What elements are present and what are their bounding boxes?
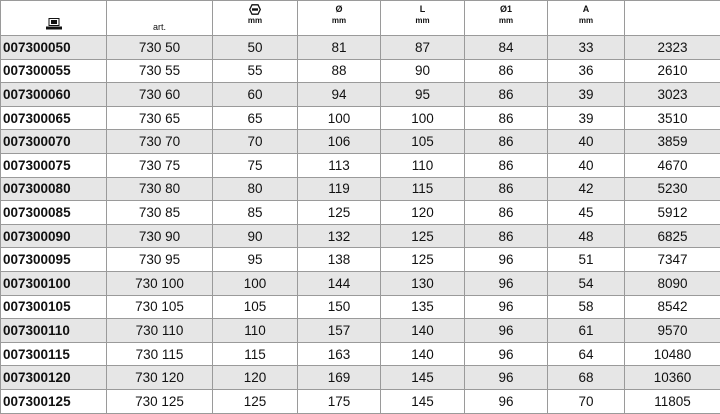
a-cell: 33: [548, 36, 625, 60]
length-cell: 145: [381, 389, 465, 413]
table-row: [1, 201, 720, 225]
nut-size-icon: [249, 4, 261, 15]
size-cell: 75: [213, 153, 298, 177]
code-cell: 007300125: [1, 389, 107, 413]
diameter1-cell: 96: [465, 342, 548, 366]
art-cell: 730 85: [107, 201, 213, 225]
table-row: [1, 130, 720, 154]
price-cell: 5912: [625, 201, 720, 225]
a-cell: 64: [548, 342, 625, 366]
a-cell: 70: [548, 389, 625, 413]
length-cell: 115: [381, 177, 465, 201]
diameter-cell: 132: [298, 224, 381, 248]
size-header: [213, 1, 298, 36]
art-cell: 730 90: [107, 224, 213, 248]
diameter1-header: [465, 1, 548, 36]
diameter1-cell: 86: [465, 130, 548, 154]
diameter-cell: 113: [298, 153, 381, 177]
diameter1-cell: 96: [465, 295, 548, 319]
length-cell: 110: [381, 153, 465, 177]
art-cell: 730 80: [107, 177, 213, 201]
code-cell: 007300120: [1, 366, 107, 390]
a-cell: 51: [548, 248, 625, 272]
catalog-code-icon: [45, 18, 63, 30]
table-row: [1, 271, 720, 295]
diameter1-cell: 86: [465, 224, 548, 248]
art-cell: 730 125: [107, 389, 213, 413]
length-cell: 100: [381, 106, 465, 130]
art-label: art.: [153, 22, 166, 33]
diameter1-cell: 96: [465, 366, 548, 390]
code-cell: 007300110: [1, 319, 107, 343]
table-row: [1, 295, 720, 319]
table-row: [1, 83, 720, 107]
price-header: [625, 1, 720, 36]
size-cell: 100: [213, 271, 298, 295]
art-header: [107, 1, 213, 36]
a-cell: 58: [548, 295, 625, 319]
table-row: [1, 177, 720, 201]
size-cell: 65: [213, 106, 298, 130]
diameter-cell: 157: [298, 319, 381, 343]
price-cell: 3859: [625, 130, 720, 154]
art-cell: 730 65: [107, 106, 213, 130]
a-cell: 40: [548, 130, 625, 154]
art-cell: 730 110: [107, 319, 213, 343]
diameter1-cell: 96: [465, 389, 548, 413]
length-cell: 125: [381, 224, 465, 248]
size-cell: 70: [213, 130, 298, 154]
code-cell: 007300105: [1, 295, 107, 319]
size-cell: 55: [213, 59, 298, 83]
diameter-cell: 138: [298, 248, 381, 272]
diameter-cell: 144: [298, 271, 381, 295]
diameter-cell: 81: [298, 36, 381, 60]
art-cell: 730 100: [107, 271, 213, 295]
table-row: [1, 224, 720, 248]
header-row: [1, 1, 720, 36]
price-cell: 2323: [625, 36, 720, 60]
length-cell: 140: [381, 319, 465, 343]
a-cell: 42: [548, 177, 625, 201]
length-cell: 135: [381, 295, 465, 319]
diameter1-cell: 96: [465, 319, 548, 343]
code-cell: 007300080: [1, 177, 107, 201]
table-row: [1, 36, 720, 60]
code-cell: 007300085: [1, 201, 107, 225]
size-cell: 90: [213, 224, 298, 248]
length-header: [381, 1, 465, 36]
length-label: L: [420, 4, 426, 15]
code-cell: 007300065: [1, 106, 107, 130]
size-cell: 110: [213, 319, 298, 343]
a-cell: 40: [548, 153, 625, 177]
a-cell: 48: [548, 224, 625, 248]
size-cell: 50: [213, 36, 298, 60]
code-header: [1, 1, 107, 36]
price-cell: 6825: [625, 224, 720, 248]
art-cell: 730 70: [107, 130, 213, 154]
length-unit: mm: [415, 15, 429, 26]
size-cell: 115: [213, 342, 298, 366]
table-row: [1, 106, 720, 130]
length-cell: 87: [381, 36, 465, 60]
length-cell: 90: [381, 59, 465, 83]
size-cell: 80: [213, 177, 298, 201]
art-cell: 730 50: [107, 36, 213, 60]
length-cell: 140: [381, 342, 465, 366]
diameter-label: Ø: [335, 4, 342, 15]
size-cell: 60: [213, 83, 298, 107]
size-cell: 105: [213, 295, 298, 319]
size-cell: 120: [213, 366, 298, 390]
code-cell: 007300115: [1, 342, 107, 366]
diameter-cell: 150: [298, 295, 381, 319]
diameter1-cell: 86: [465, 153, 548, 177]
length-cell: 120: [381, 201, 465, 225]
table-row: [1, 389, 720, 413]
diameter-cell: 106: [298, 130, 381, 154]
diameter-cell: 88: [298, 59, 381, 83]
size-cell: 95: [213, 248, 298, 272]
diameter1-unit: mm: [499, 15, 513, 26]
price-cell: 2610: [625, 59, 720, 83]
length-cell: 105: [381, 130, 465, 154]
price-cell: 9570: [625, 319, 720, 343]
diameter1-cell: 86: [465, 59, 548, 83]
table-body: [1, 36, 720, 414]
diameter-header: [298, 1, 381, 36]
a-header: [548, 1, 625, 36]
price-cell: 5230: [625, 177, 720, 201]
diameter-unit: mm: [332, 15, 346, 26]
a-label: A: [583, 4, 590, 15]
diameter-cell: 169: [298, 366, 381, 390]
diameter-cell: 119: [298, 177, 381, 201]
a-cell: 54: [548, 271, 625, 295]
art-cell: 730 60: [107, 83, 213, 107]
diameter-cell: 163: [298, 342, 381, 366]
diameter1-cell: 86: [465, 83, 548, 107]
code-cell: 007300095: [1, 248, 107, 272]
diameter1-cell: 84: [465, 36, 548, 60]
diameter1-cell: 96: [465, 271, 548, 295]
code-cell: 007300100: [1, 271, 107, 295]
table-row: [1, 153, 720, 177]
price-cell: 3023: [625, 83, 720, 107]
diameter-cell: 175: [298, 389, 381, 413]
price-cell: 10480: [625, 342, 720, 366]
table-row: [1, 248, 720, 272]
price-cell: 8090: [625, 271, 720, 295]
code-cell: 007300075: [1, 153, 107, 177]
art-cell: 730 95: [107, 248, 213, 272]
code-cell: 007300050: [1, 36, 107, 60]
code-cell: 007300055: [1, 59, 107, 83]
code-cell: 007300060: [1, 83, 107, 107]
table-row: [1, 342, 720, 366]
a-cell: 61: [548, 319, 625, 343]
a-cell: 39: [548, 83, 625, 107]
table-row: [1, 366, 720, 390]
price-cell: 11805: [625, 389, 720, 413]
art-cell: 730 120: [107, 366, 213, 390]
length-cell: 125: [381, 248, 465, 272]
art-cell: 730 115: [107, 342, 213, 366]
diameter1-cell: 86: [465, 177, 548, 201]
price-cell: 3510: [625, 106, 720, 130]
a-cell: 39: [548, 106, 625, 130]
code-cell: 007300090: [1, 224, 107, 248]
art-cell: 730 55: [107, 59, 213, 83]
price-cell: 10360: [625, 366, 720, 390]
size-cell: 125: [213, 389, 298, 413]
a-cell: 45: [548, 201, 625, 225]
diameter1-cell: 86: [465, 106, 548, 130]
size-unit: mm: [248, 15, 262, 26]
price-cell: 8542: [625, 295, 720, 319]
art-cell: 730 105: [107, 295, 213, 319]
size-cell: 85: [213, 201, 298, 225]
length-cell: 130: [381, 271, 465, 295]
table-row: [1, 319, 720, 343]
diameter-cell: 100: [298, 106, 381, 130]
a-unit: mm: [579, 15, 593, 26]
diameter1-cell: 86: [465, 201, 548, 225]
length-cell: 95: [381, 83, 465, 107]
diameter-cell: 94: [298, 83, 381, 107]
art-cell: 730 75: [107, 153, 213, 177]
code-cell: 007300070: [1, 130, 107, 154]
diameter1-cell: 96: [465, 248, 548, 272]
price-cell: 4670: [625, 153, 720, 177]
a-cell: 68: [548, 366, 625, 390]
length-cell: 145: [381, 366, 465, 390]
diameter-cell: 125: [298, 201, 381, 225]
diameter1-label: Ø1: [500, 4, 512, 15]
price-cell: 7347: [625, 248, 720, 272]
a-cell: 36: [548, 59, 625, 83]
table-row: [1, 59, 720, 83]
